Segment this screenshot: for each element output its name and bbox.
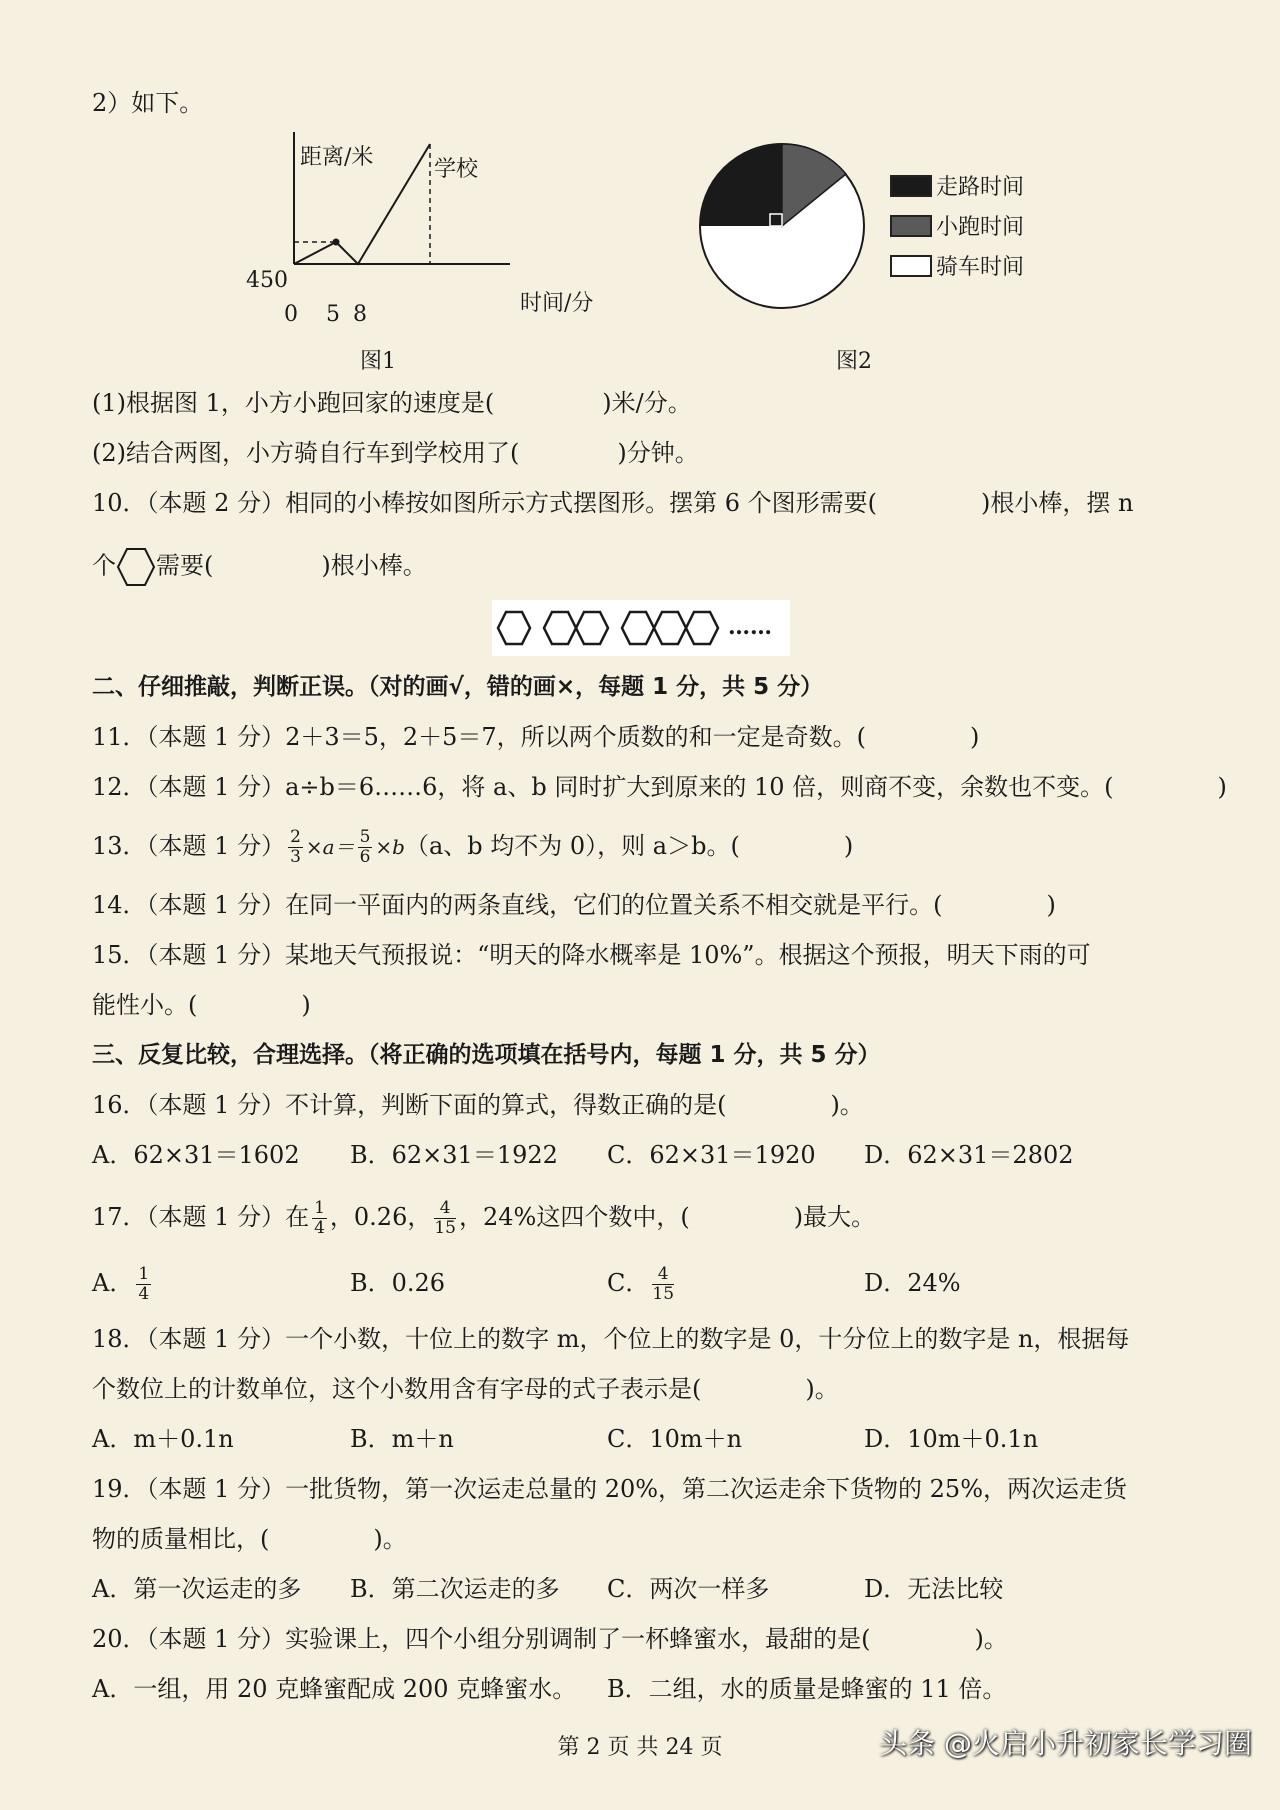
q16-option-c[interactable]: C．62×31＝1920 [607,1141,816,1169]
q9-1: (1)根据图 1，小方小跑回家的速度是( )米/分。 [92,389,692,417]
q20: 20．（本题 1 分）实验课上，四个小组分别调制了一杯蜂蜜水，最甜的是( )。 [92,1625,1008,1653]
intro-text: 2）如下。 [92,89,204,117]
page-footer: 第 2 页 共 24 页 [557,1735,723,1760]
legend-run-swatch [890,215,932,237]
watermark: 头条 @火启小升初家长学习圈 [879,1727,1252,1760]
q16-option-a[interactable]: A．62×31＝1602 [92,1141,300,1169]
q18-option-d[interactable]: D．10m＋0.1n [864,1425,1039,1453]
q18-option-a[interactable]: A．m＋0.1n [92,1425,234,1453]
q10-line2: 个 需要( )根小棒。 [92,546,1210,588]
q19-option-c[interactable]: C．两次一样多 [607,1575,770,1603]
q16: 16．（本题 1 分）不计算，判断下面的算式，得数正确的是( )。 [92,1091,864,1119]
fig1-x8: 8 [353,302,367,327]
q18-option-b[interactable]: B．m＋n [350,1425,454,1453]
q18-line2: 个数位上的计数单位，这个小数用含有字母的式子表示是( )。 [92,1375,839,1403]
fig1-x5: 5 [326,302,340,327]
q20-option-b[interactable]: B．二组，水的质量是蜂蜜的 11 倍。 [607,1675,1007,1703]
q18-line1: 18．（本题 1 分）一个小数，十位上的数字 m，个位上的数字是 0，十分位上的数字是 n，根据每 [92,1325,1130,1353]
legend-run-label: 小跑时间 [936,215,1025,240]
q17-option-a[interactable]: A． $\frac{1}{4}$ [92,1264,150,1304]
figure-2-pie [696,140,868,312]
q10-line1: 10．（本题 2 分）相同的小棒按如图所示方式摆图形。摆第 6 个图形需要( )根小棒，摆 n [92,489,1134,517]
q17-option-d[interactable]: D．24% [864,1269,961,1297]
legend-bike-label: 骑车时间 [936,255,1025,280]
hexagon-icon [116,546,156,588]
fig1-caption: 图1 [360,349,396,374]
q19-option-a[interactable]: A．第一次运走的多 [92,1575,302,1603]
q15-line2: 能性小。( ) [92,991,311,1019]
fig1-school-label: 学校 [434,157,479,182]
hexagon-ellipsis: …… [728,614,772,640]
q20-option-a[interactable]: A．一组，用 20 克蜂蜜配成 200 克蜂蜜水。 [92,1675,577,1703]
legend-walk-swatch [890,175,932,197]
q11: 11．（本题 1 分）2＋3＝5，2＋5＝7，所以两个质数的和一定是奇数。( ) [92,723,980,751]
q19-line2: 物的质量相比，( )。 [92,1525,407,1553]
fig1-ylabel: 距离/米 [300,145,374,170]
q15-line1: 15．（本题 1 分）某地天气预报说：“明天的降水概率是 10%”。根据这个预报，明天下雨的可 [92,941,1091,969]
q9-2: (2)结合两图，小方骑自行车到学校用了( )分钟。 [92,439,699,467]
turn-point [333,239,340,246]
q14: 14．（本题 1 分）在同一平面内的两条直线，它们的位置关系不相交就是平行。( ) [92,891,1056,919]
fig2-caption: 图2 [836,349,872,374]
q17-option-b[interactable]: B．0.26 [350,1269,446,1297]
q19-option-d[interactable]: D．无法比较 [864,1575,1004,1603]
section-3-heading: 三、反复比较，合理选择。（将正确的选项填在括号内，每题 1 分，共 5 分） [92,1042,881,1068]
fig1-xlabel: 时间/分 [520,291,594,316]
fig1-x0: 0 [284,302,298,327]
legend-run [890,210,1024,241]
q17: 17．（本题 1 分）在 $\frac{1}{4}$ ，0.26， $\frac{4}{15}$ ，24%这四个数中，( )最大。 [92,1198,876,1238]
section-2-heading: 二、仔细推敲，判断正误。（对的画√，错的画×，每题 1 分，共 5 分） [92,674,824,700]
legend-bike [890,250,1024,281]
legend-bike-swatch [890,255,932,277]
legend-walk [890,170,1024,201]
legend-walk-label: 走路时间 [936,175,1025,200]
q13: 13．（本题 1 分） $\frac{2}{3}$ ×a＝ $\frac{5}{6}$ ×b（a、b 均不为 0），则 a＞b。( ) [92,827,854,867]
q17-option-c[interactable]: C． $\frac{4}{15}$ [607,1264,675,1304]
q18-option-c[interactable]: C．10m＋n [607,1425,743,1453]
q19-line1: 19．（本题 1 分）一批货物，第一次运走总量的 20%，第二次运走余下货物的 25%，两次运走货 [92,1475,1128,1503]
fig1-y450: 450 [246,268,288,293]
q19-option-b[interactable]: B．第二次运走的多 [350,1575,560,1603]
q16-option-d[interactable]: D．62×31＝2802 [864,1141,1074,1169]
q12: 12．（本题 1 分）a÷b＝6……6，将 a、b 同时扩大到原来的 10 倍，则商不变，余数也不变。( ) [92,773,1227,801]
q16-option-b[interactable]: B．62×31＝1922 [350,1141,558,1169]
